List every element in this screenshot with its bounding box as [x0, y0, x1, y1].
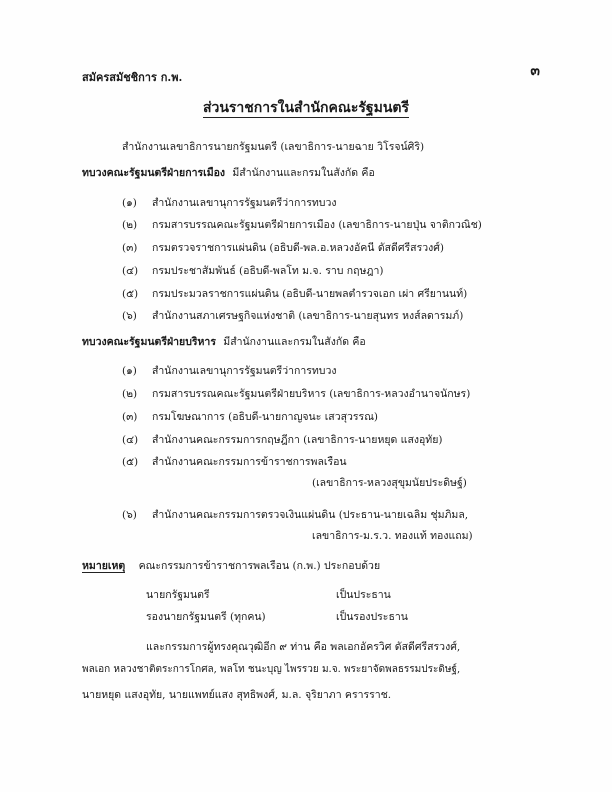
list-item: (๖) สำนักงานคณะกรรมการตรวจเงินแผ่นดิน (ประธาน-นายเฉลิม ชุ่มภิมล, — [122, 509, 469, 521]
list-item: (๒) กรมสารบรรณคณะรัฐมนตรีฝ่ายการเมือง (เลขาธิการ-นายปุ่น จาติกวณิช) — [122, 219, 482, 231]
note-row: นายกรัฐมนตรี เป็นประธาน — [146, 589, 391, 601]
list-item: (๕) สำนักงานคณะกรรมการข้าราชการพลเรือน — [122, 456, 347, 468]
note-row: รองนายกรัฐมนตรี (ทุกคน) เป็นรองประธาน — [146, 611, 408, 623]
list-item: (๓) กรมตรวจราชการแผ่นดิน (อธิบดี-พล.อ.หลวงอัคนี ดัสดีศรีสรวงศ์) — [122, 242, 445, 254]
header-label: สมัครสมัชชิการ ก.พ. — [82, 71, 183, 84]
note-paragraph: พลเอก หลวงชาติตระการโกศล, พลโท ชนะบุญ ไพรรวย ม.จ. พระยาจัดพลธรรมประดิษฐ์, — [82, 664, 461, 675]
page-number: ๓ — [530, 63, 540, 79]
list-item: (๓) กรมโฆษณาการ (อธิบดี-นายกาญจนะ เสวสุวรรณ) — [122, 411, 379, 423]
list-item: (๖) สำนักงานสภาเศรษฐกิจแห่งชาติ (เลขาธิการ-นายสุนทร หงส์ลดารมภ์) — [122, 310, 464, 322]
note-line: หมายเหตุ คณะกรรมการข้าราชการพลเรือน (ก.พ.) ประกอบด้วย — [82, 560, 381, 572]
list-item: (๔) สำนักงานคณะกรรมการกฤษฎีกา (เลขาธิการ-นายหยุด แสงอุทัย) — [122, 434, 443, 446]
list-item: (๑) สำนักงานเลขานุการรัฐมนตรีว่าการทบวง — [122, 197, 337, 209]
list-item: (๔) กรมประชาสัมพันธ์ (อธิบดี-พลโท ม.จ. ราบ กฤษฎา) — [122, 265, 384, 277]
list-item: (๒) กรมสารบรรณคณะรัฐมนตรีฝ่ายบริหาร (เลขาธิการ-หลวงอำนาจนักษร) — [122, 388, 471, 400]
list-item-continuation: เลขาธิการ-ม.ร.ว. ทองแท้ ทองแถม) — [312, 530, 473, 542]
list-item: (๑) สำนักงานเลขานุการรัฐมนตรีว่าการทบวง — [122, 365, 337, 377]
note-paragraph: นายหยุด แสงอุทัย, นายแพทย์แสง สุทธิพงศ์, ม.ล. จุริยาภา ครารราช. — [82, 689, 392, 701]
note-label: หมายเหตุ — [82, 560, 126, 572]
page-title: ส่วนราชการในสำนักคณะรัฐมนตรี — [202, 100, 410, 116]
list-item-continuation: (เลขาธิการ-หลวงสุขุมนัยประดิษฐ์) — [312, 477, 467, 489]
group2-heading: ทบวงคณะรัฐมนตรีฝ่ายบริหาร มีสำนักงานและกรมในสังกัด คือ — [82, 336, 366, 348]
intro-line: สำนักงานเลขาธิการนายกรัฐมนตรี (เลขาธิการ-นายฉาย วิโรจน์ศิริ) — [122, 141, 425, 153]
note-paragraph: และกรรมการผู้ทรงคุณวุฒิอีก ๙ ท่าน คือ พลเอกอัครวิศ ดัสดีศรีสรวงศ์, — [146, 641, 461, 653]
group1-heading: ทบวงคณะรัฐมนตรีฝ่ายการเมือง มีสำนักงานและกรมในสังกัด คือ — [82, 167, 375, 179]
list-item: (๕) กรมประมวลราชการแผ่นดิน (อธิบดี-นายพลตำรวจเอก เผ่า ศรียานนท์) — [122, 288, 468, 300]
